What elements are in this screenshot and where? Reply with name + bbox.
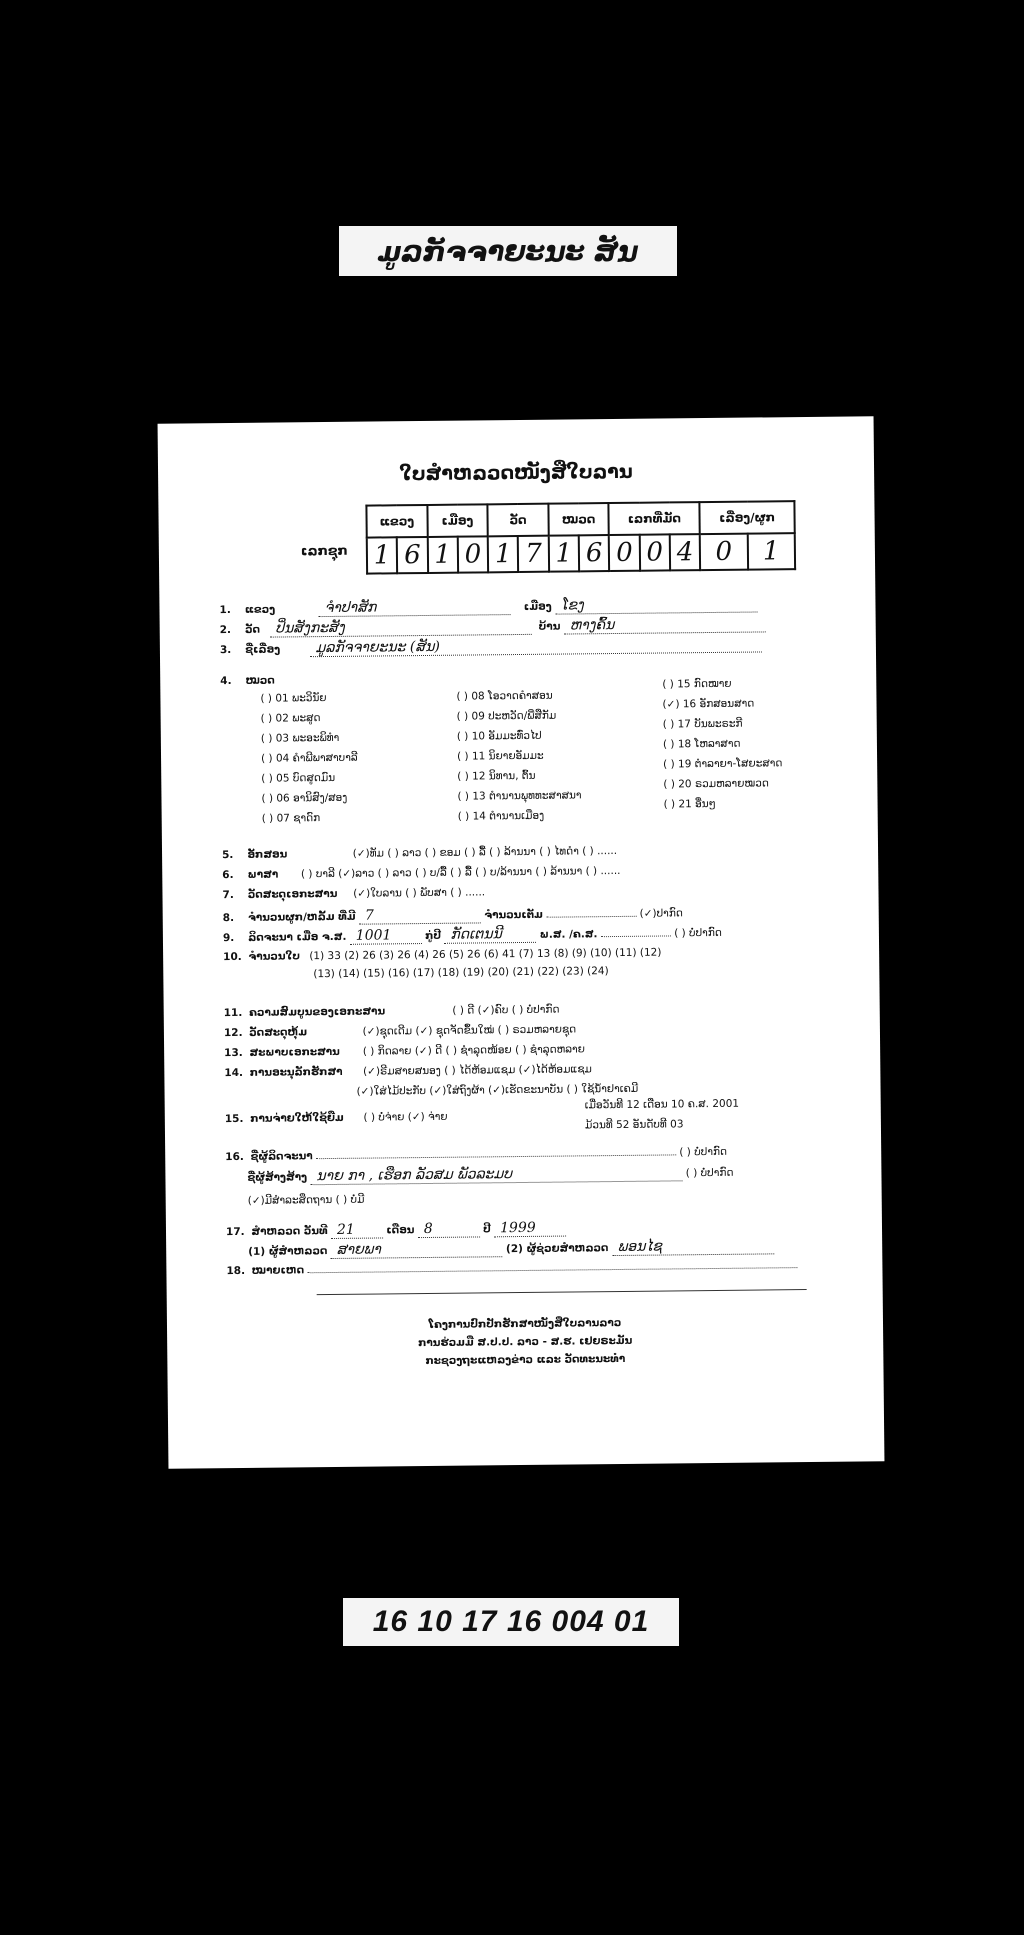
remarks-label: ໝາຍເຫດ [251, 1264, 305, 1277]
code-digit: 4 [670, 534, 701, 570]
be-ce-label: ພ.ສ. /ຄ.ສ. [539, 928, 598, 941]
remarks-line [317, 1289, 807, 1295]
row-number: 18. [226, 1264, 246, 1278]
sponsor-label: ຊື່ຜູ້ສ້າງສ້າງ [247, 1171, 308, 1184]
category-option[interactable]: ( ) 06 ອານິສົງ/ສອງ [261, 791, 348, 805]
code-digit: 7 [518, 536, 549, 572]
row-number: 7. [222, 889, 234, 902]
row-number: 16. [225, 1150, 244, 1164]
district-value: ໂຂງ [555, 596, 757, 615]
category-option[interactable]: ( ) 13 ຕໍານານພຸທທະສາສນາ [457, 789, 582, 803]
category-option[interactable]: ( ) 04 ຄໍາພີພາສາບາລີ [260, 751, 358, 765]
survey-year: 1999 [494, 1220, 566, 1238]
colophon-options[interactable]: (✓)ມີສໍາລະສຶດຖານ ( ) ບໍ່ມີ [247, 1193, 365, 1207]
district-label: ເມືອງ [523, 600, 552, 613]
row-number: 2. [219, 624, 232, 637]
sponsor-value: ນາຍ ກາ , ເຮືອກ ລັວສມ ພັວລະມບ [310, 1164, 682, 1185]
cycle-value: ກັດເຕນນີ [444, 926, 536, 944]
code-digit: 1 [427, 537, 458, 573]
code-digit: 1 [747, 533, 795, 569]
bottom-code-label: 16 10 17 16 004 01 [343, 1598, 679, 1646]
script-options[interactable]: (✓)ທັມ ( ) ລາວ ( ) ຂອມ ( ) ລື້ ( ) ລ້ານນາ ( ) ໄທດໍາ ( ) ...... [352, 844, 618, 860]
code-digit: 0 [639, 534, 670, 570]
condition-label: ສະພາບເອກະສານ [249, 1045, 340, 1059]
code-digit: 1 [367, 537, 398, 573]
lending-options[interactable]: ( ) ບໍ່ຈ່າຍ (✓) ຈ່າຍ [363, 1110, 448, 1124]
code-digit: 6 [579, 535, 610, 571]
row-condition [224, 1043, 585, 1059]
row-province [219, 596, 757, 619]
temple-value: ປິ່ນສັງກະສັງ [269, 618, 531, 638]
leaves-counts-row1: (1) 33 (2) 26 (3) 26 (4) 26 (5) 26 (6) 41 (7) 13 (8) (9) (10) (11) (12) [309, 946, 662, 963]
sponsor-not-found-option[interactable]: ( ) ບໍ່ປາກົດ [685, 1166, 734, 1180]
month-label: ເດືອນ [386, 1224, 415, 1237]
microfilm-number: ມ້ວນທີ 52 ອັນດັບທີ 03 [584, 1118, 684, 1132]
wrapping-options[interactable]: (✓)ຊຸດເດີມ (✓) ຊຸດຈັດຂຶ້ນໃໝ່ ( ) ຣວມຫລາຍຊຸດ [362, 1023, 577, 1038]
inscription-label: ລິດຈະນາ ເມື່ອ ຈ.ສ. [248, 930, 347, 944]
dotted-line [308, 1267, 798, 1273]
assistant-name: ພອນໄຊ [612, 1237, 774, 1256]
code-header: ເລກທີ່ມັດ [609, 502, 700, 535]
fascicles-label: ຈໍານວນຜູກ/ຫລັ້ມ ທີ່ມີ [248, 910, 356, 924]
village-value: ຫາງຄົ້ນ [564, 615, 766, 634]
row-sponsor [247, 1164, 733, 1186]
category-option[interactable]: ( ) 15 ກົດໝາຍ [662, 677, 732, 691]
category-option[interactable]: ( ) 11 ນິຍາຍອັມມະ [456, 749, 544, 763]
top-title-label: ມູລກັຈຈາຍະນະ ສັນ [339, 226, 677, 276]
row-scribe [225, 1146, 727, 1163]
category-option[interactable]: ( ) 03 ພະອະພິທໍາ [260, 731, 340, 745]
language-label: ພາສາ [247, 868, 279, 881]
code-header: ແຂວງ [366, 505, 427, 538]
leaves-label: ຈໍານວນໃບ [248, 950, 301, 963]
category-option[interactable]: ( ) 17 ບັນພະຣະກີ [662, 717, 743, 731]
row-language [222, 865, 620, 881]
code-header: ເມືອງ [427, 504, 488, 537]
row-number: 5. [222, 849, 234, 862]
village-label: ບ້ານ [538, 620, 561, 633]
footer-project: ໂຄງການປົກປັກຮັກສາໜັງສືໃບລານລາວ [428, 1316, 622, 1331]
code-label: ເລກຊຸກ [300, 543, 348, 560]
row-number: 4. [220, 675, 232, 688]
condition-options[interactable]: ( ) ກິດລາຍ (✓) ດີ ( ) ຊໍາລຸດໜ້ອຍ ( ) ຊໍາລຸດຫລາຍ [362, 1043, 585, 1058]
form-title: ໃບສໍາຫລວດໜັງສືໃບລານ [399, 460, 633, 486]
category-option[interactable]: ( ) 18 ໂຫລາສາດ [662, 737, 741, 751]
conservation-options-2[interactable]: (✓)ໃສ່ໄມ້ປະກັບ (✓)ໃສ່ຖົງຜ້າ (✓)ເຮັດຂະນາບັນ ( ) ໃຊ້ນໍ້າຢາເຄມີ [356, 1082, 639, 1098]
row-number: 1. [219, 604, 231, 617]
footer-ministry: ກະຊວງຖະແຫລງຂ່າວ ແລະ ວັດທະນະທໍາ [425, 1352, 626, 1368]
category-option-checked[interactable]: (✓) 16 ອັກສອນສາດ [662, 697, 755, 711]
row-number: 6. [222, 869, 234, 882]
row-material [222, 886, 485, 901]
row-title [220, 635, 762, 658]
material-label: ວັດສະດຸເອກະສານ [247, 887, 338, 901]
code-digit: 1 [549, 535, 580, 571]
survey-form-sheet [158, 416, 885, 1468]
province-value: ຈໍາປາສັກ [318, 598, 510, 617]
assistant-label: (2) ຜູ້ຊ່ວຍສໍາຫລວດ [505, 1242, 609, 1256]
fascicles-value: 7 [359, 906, 481, 924]
row-script [222, 845, 617, 861]
code-digit: 0 [609, 535, 640, 571]
year-label: ປີ [483, 1223, 491, 1236]
footer-cooperation: ການຮ່ວມມື ສ.ປ.ປ. ລາວ - ສ.ຮ. ເຢຍຣະມັນ [418, 1334, 633, 1350]
code-digit: 0 [700, 534, 748, 570]
conservation-date: ເມື່ອວັນທີ 12 ເດືອນ 10 ຄ.ສ. 2001 [584, 1097, 740, 1112]
row-temple [220, 615, 766, 638]
wrapping-label: ວັດສະດຸຫຸ້ມ [249, 1026, 308, 1039]
code-digit: 1 [488, 536, 519, 572]
row-number: 9. [222, 932, 235, 945]
category-option[interactable]: ( ) 07 ຊາດົກ [261, 812, 321, 825]
code-digit: 0 [458, 536, 489, 572]
title-value: ມູລກັຈຈາຍະນະ (ສັນ) [309, 635, 761, 657]
row-leaves [223, 947, 661, 964]
row-category [220, 675, 275, 688]
conservation-label: ການອະນຸລັກຮັກສາ [249, 1065, 343, 1079]
row-conservation [224, 1063, 592, 1079]
row-wrapping [224, 1023, 576, 1039]
row-number: 3. [219, 644, 232, 657]
title-label: ຊື່ເລື່ອງ [245, 643, 281, 656]
province-label: ແຂວງ [244, 603, 276, 616]
completeness-options[interactable]: ( ) ດີ (✓)ຄົບ ( ) ບໍ່ປາກົດ [452, 1003, 560, 1017]
row-number: 17. [225, 1225, 245, 1239]
leaves-counts-row2: (13) (14) (15) (16) (17) (18) (19) (20) (21) (22) (23) (24) [313, 965, 609, 981]
scribe-not-found-option[interactable]: ( ) ບໍ່ປາກົດ [679, 1145, 728, 1159]
category-option[interactable]: ( ) 19 ຕໍາລາຍາ-ໂສຍະສາດ [663, 757, 783, 771]
row-number: 14. [224, 1066, 244, 1080]
survey-month: 8 [418, 1220, 480, 1238]
row-completeness [224, 1004, 560, 1020]
category-option[interactable]: ( ) 01 ພະວິນັຍ [260, 692, 327, 705]
category-option[interactable]: ( ) 20 ຣວມຫລາຍໝວດ [663, 777, 769, 791]
code-grid [365, 500, 796, 574]
scribe-label: ຊື່ຜູ້ລິດຈະນາ [250, 1150, 313, 1163]
row-inscription [223, 924, 722, 946]
not-found-option[interactable]: ( ) ບໍ່ປາກົດ [674, 926, 722, 940]
row-fascicles [223, 904, 683, 926]
surveyor-name: ສາຍພາ [331, 1240, 503, 1259]
category-option[interactable]: ( ) 08 ໂອວາດຄໍາສອນ [456, 689, 553, 703]
category-option[interactable]: ( ) 09 ປະຫວັດ/ພີ່ສືກັມ [456, 709, 557, 723]
row-remarks [226, 1259, 797, 1277]
dotted-line [316, 1154, 676, 1159]
conservation-options[interactable]: (✓)ຣີມສາຍສນອງ ( ) ໄດ້ຫ້ອມແຊມ (✓)ໄດ້ຫ້ອມແຊມ [362, 1063, 592, 1078]
code-header: ວັດ [488, 504, 549, 537]
row-number: 12. [223, 1026, 243, 1040]
cycle-label: ກູ່ປີ [425, 929, 442, 943]
temple-label: ວັດ [244, 623, 261, 636]
row-number: 11. [223, 1006, 243, 1020]
dotted-line [546, 916, 636, 918]
dotted-line [601, 935, 671, 937]
cs-year-value: 1001 [350, 927, 422, 945]
category-option[interactable]: ( ) 05 ບົດສູດມົນ [261, 771, 336, 785]
found-option[interactable]: (✓)ປາກົດ [639, 907, 683, 920]
language-options[interactable]: ( ) ບາລີ (✓)ລາວ ( ) ລາວ ( ) ບ/ລື້ ( ) ລື້ ( ) ບ/ລ້ານນາ ( ) ລ້ານນາ ( ) ...... [300, 864, 621, 881]
category-label: ໝວດ [245, 674, 275, 687]
category-option[interactable]: ( ) 12 ນິທານ, ຕົ້ນ [457, 769, 536, 783]
lending-label: ການຈ່າຍໃຫ້ໃຊ້ຍືມ [250, 1111, 344, 1125]
row-number: 10. [223, 950, 242, 964]
code-header: ເລື່ອງ/ຜູກ [700, 501, 795, 534]
material-options[interactable]: (✓)ໃບລານ ( ) ພັບສາ ( ) ...... [353, 886, 486, 900]
survey-day: 21 [331, 1221, 383, 1239]
surveyor-label: (1) ຜູ້ສໍາຫລວດ [248, 1245, 328, 1258]
category-option[interactable]: ( ) 02 ພະສູດ [260, 712, 321, 725]
row-lending [225, 1111, 448, 1125]
row-number: 15. [224, 1112, 244, 1126]
category-option[interactable]: ( ) 14 ຕໍານານເມືອງ [457, 809, 545, 823]
category-option[interactable]: ( ) 21 ອື່ນໆ [663, 797, 716, 811]
complete-label: ຈໍານວນເຕັມ [484, 908, 543, 922]
row-number: 13. [224, 1046, 243, 1060]
row-surveyors [248, 1237, 774, 1260]
code-header: ໝວດ [548, 503, 609, 536]
row-number: 8. [222, 912, 235, 925]
code-digit: 6 [397, 537, 428, 573]
completeness-label: ຄວາມສົມບູນຂອງເອກະສານ [249, 1005, 386, 1019]
survey-date-label: ສໍາຫລວດ ວັນທີ [251, 1225, 328, 1238]
script-label: ອັກສອນ [247, 848, 288, 861]
row-survey-date [226, 1220, 566, 1241]
category-option[interactable]: ( ) 10 ອັມມະທົ່ວໄປ [456, 729, 542, 743]
